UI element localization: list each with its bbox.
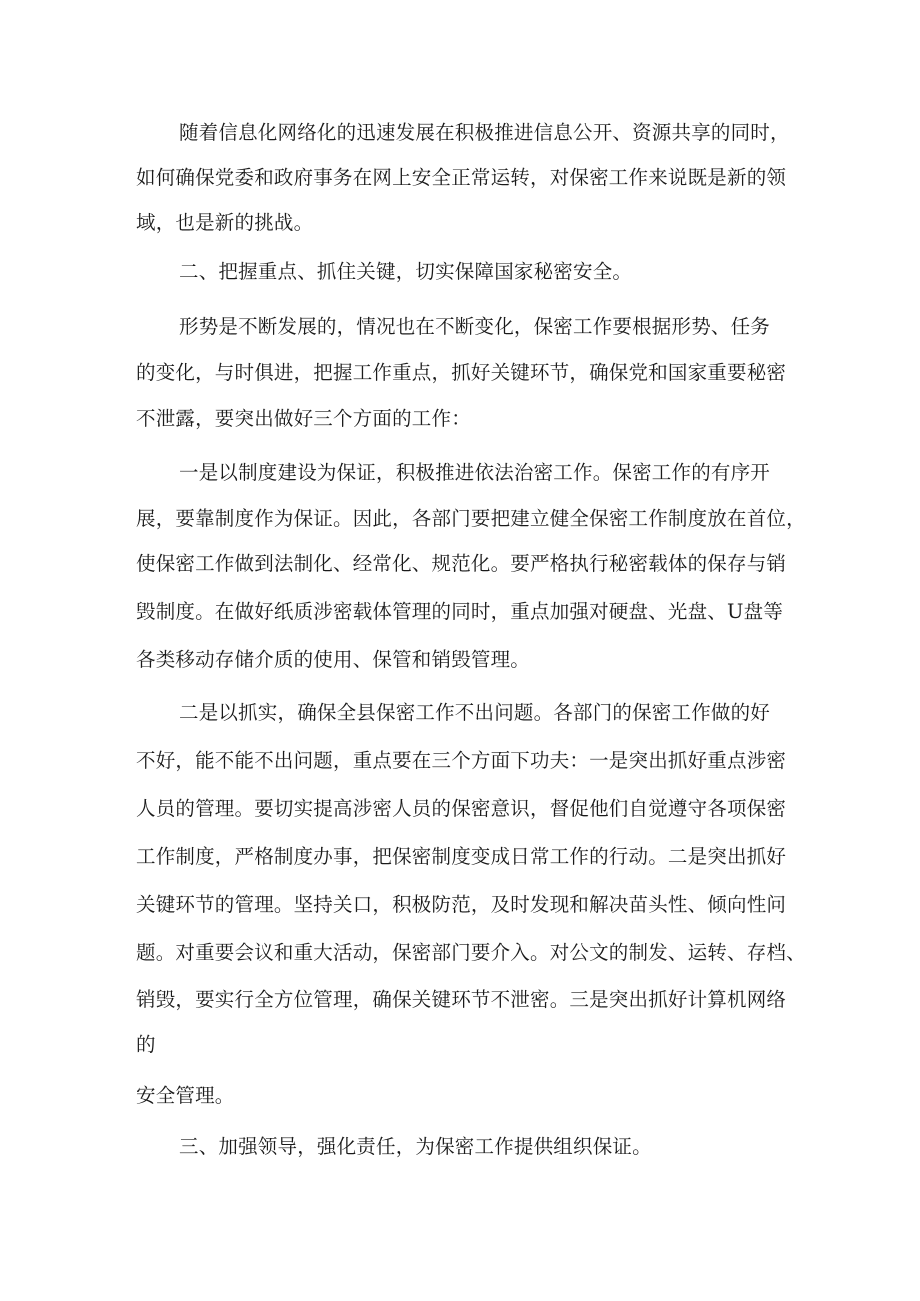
paragraph-1-line-3: 域，也是新的挑战。	[136, 211, 314, 234]
paragraph-3-line-2: 的变化，与时俱进，把握工作重点，抓好关键环节，确保党和国家重要秘密	[136, 361, 787, 384]
paragraph-1-line-2: 如何确保党委和政府事务在网上安全正常运转，对保密工作来说既是新的领	[136, 166, 787, 189]
paragraph-5-line-2: 不好，能不能不出问题，重点要在三个方面下功夫：一是突出抓好重点涉密	[136, 749, 787, 772]
paragraph-6-line-1: 安全管理。	[136, 1084, 235, 1107]
paragraph-5-line-7: 销毁，要实行全方位管理，确保关键环节不泄密。三是突出抓好计算机网络	[136, 988, 787, 1011]
paragraph-5-line-3: 人员的管理。要切实提高涉密人员的保密意识，督促他们自觉遵守各项保密	[136, 797, 787, 820]
section-heading-3: 三、加强领导，强化责任，为保密工作提供组织保证。	[179, 1135, 652, 1158]
paragraph-4-line-1: 一是以制度建设为保证，积极推进依法治密工作。保密工作的有序开	[179, 461, 771, 484]
paragraph-5-line-4: 工作制度，严格制度办事，把保密制度变成日常工作的行动。二是突出抓好	[136, 845, 787, 868]
section-heading-2: 二、把握重点、抓住关键，切实保障国家秘密安全。	[179, 260, 633, 283]
paragraph-4-line-4: 毁制度。在做好纸质涉密载体管理的同时，重点加强对硬盘、光盘、U盘等	[136, 600, 784, 623]
paragraph-5-line-1: 二是以抓实，确保全县保密工作不出问题。各部门的保密工作做的好	[179, 701, 771, 724]
paragraph-4-line-5: 各类移动存储介质的使用、保管和销毁管理。	[136, 648, 531, 671]
paragraph-5-line-6: 题。对重要会议和重大活动，保密部门要介入。对公文的制发、运转、存档、	[136, 941, 806, 964]
paragraph-4-line-2: 展，要靠制度作为保证。因此，各部门要把建立健全保密工作制度放在首位，	[136, 507, 806, 530]
paragraph-4-line-3: 使保密工作做到法制化、经常化、规范化。要严格执行秘密载体的保存与销	[136, 552, 787, 575]
paragraph-5-line-5: 关键环节的管理。坚持关口，积极防范，及时发现和解决苗头性、倾向性问	[136, 893, 787, 916]
paragraph-3-line-1: 形势是不断发展的，情况也在不断变化，保密工作要根据形势、任务	[179, 315, 771, 338]
paragraph-1-line-1: 随着信息化网络化的迅速发展在积极推进信息公开、资源共享的同时，	[179, 121, 790, 144]
paragraph-5-line-8: 的	[136, 1033, 156, 1056]
paragraph-3-line-3: 不泄露，要突出做好三个方面的工作：	[136, 407, 471, 430]
